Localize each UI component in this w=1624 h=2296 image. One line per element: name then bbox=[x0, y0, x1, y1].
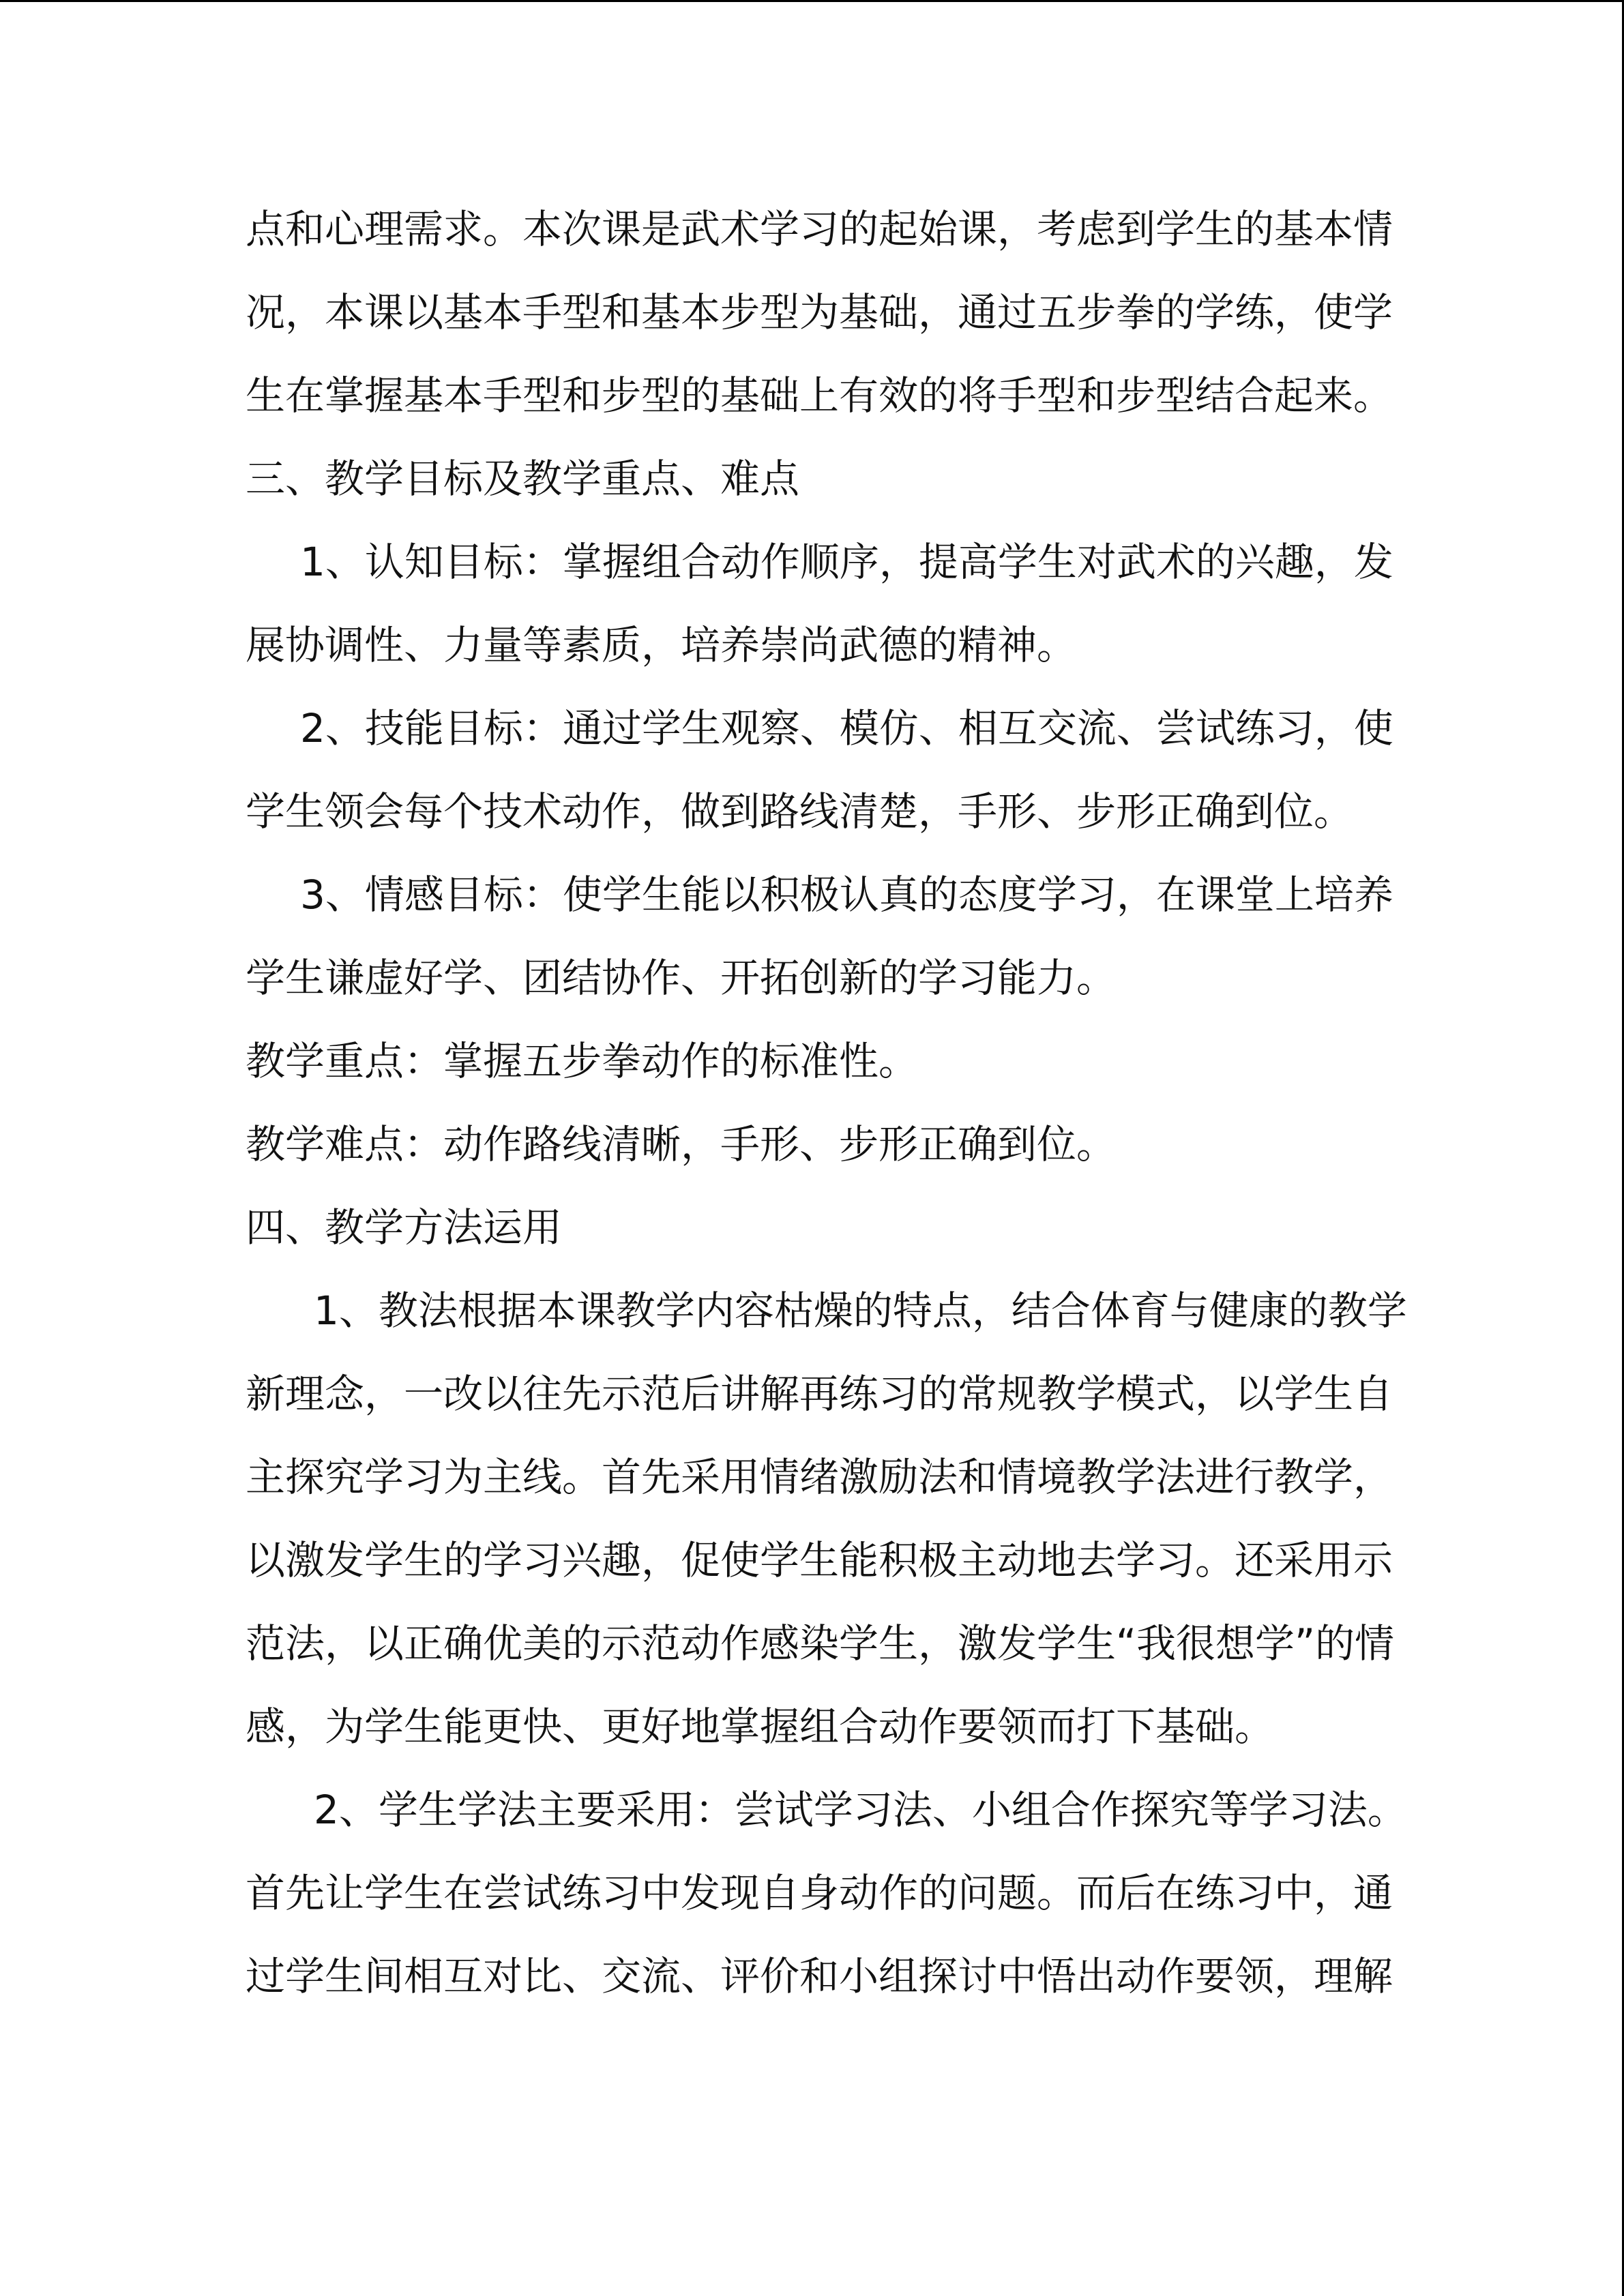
objective-3-line-2: 学生谦虚好学、团结协作、开拓创新的学习能力。 bbox=[246, 955, 1117, 1001]
objective-2-line-2: 学生领会每个技术动作，做到路线清楚，手形、步形正确到位。 bbox=[246, 788, 1354, 835]
section-heading-4: 四、教学方法运用 bbox=[246, 1204, 563, 1251]
objective-3-line-1: 3、情感目标：使学生能以积极认真的态度学习，在课堂上培养 bbox=[300, 871, 1393, 918]
method-1-line-6: 感，为学生能更快、更好地掌握组合动作要领而打下基础。 bbox=[246, 1703, 1275, 1750]
method-1-line-2: 新理念，一改以往先示范后讲解再练习的常规教学模式，以学生自 bbox=[246, 1371, 1393, 1417]
method-2-line-2: 首先让学生在尝试练习中发现自身动作的问题。而后在练习中，通 bbox=[246, 1870, 1393, 1916]
objective-1-line-1: 1、认知目标：掌握组合动作顺序，提高学生对武术的兴趣，发 bbox=[300, 539, 1393, 585]
section-heading-3: 三、教学目标及教学重点、难点 bbox=[246, 456, 800, 502]
text-line-3: 生在掌握基本手型和步型的基础上有效的将手型和步型结合起来。 bbox=[246, 372, 1393, 419]
page-top-border bbox=[0, 0, 1624, 2]
objective-1-line-2: 展协调性、力量等素质，培养崇尚武德的精神。 bbox=[246, 622, 1077, 668]
text-line-2: 况，本课以基本手型和基本步型为基础，通过五步拳的学练，使学 bbox=[246, 289, 1393, 336]
method-1-line-5: 范法，以正确优美的示范动作感染学生，激发学生“我很想学”的情 bbox=[246, 1620, 1395, 1667]
method-1-line-3: 主探究学习为主线。首先采用情绪激励法和情境教学法进行教学， bbox=[246, 1454, 1393, 1500]
method-2-line-3: 过学生间相互对比、交流、评价和小组探讨中悟出动作要领，理解 bbox=[246, 1953, 1393, 1999]
teaching-difficulty: 教学难点：动作路线清晰，手形、步形正确到位。 bbox=[246, 1121, 1117, 1167]
objective-2-line-1: 2、技能目标：通过学生观察、模仿、相互交流、尝试练习，使 bbox=[300, 705, 1393, 751]
method-2-line-1: 2、学生学法主要采用：尝试学习法、小组合作探究等学习法。 bbox=[314, 1787, 1407, 1833]
teaching-focus: 教学重点：掌握五步拳动作的标准性。 bbox=[246, 1038, 919, 1084]
method-1-line-4: 以激发学生的学习兴趣，促使学生能积极主动地去学习。还采用示 bbox=[246, 1537, 1393, 1583]
text-line-1: 点和心理需求。本次课是武术学习的起始课，考虑到学生的基本情 bbox=[246, 206, 1393, 252]
method-1-line-1: 1、教法根据本课教学内容枯燥的特点，结合体育与健康的教学 bbox=[314, 1287, 1407, 1334]
